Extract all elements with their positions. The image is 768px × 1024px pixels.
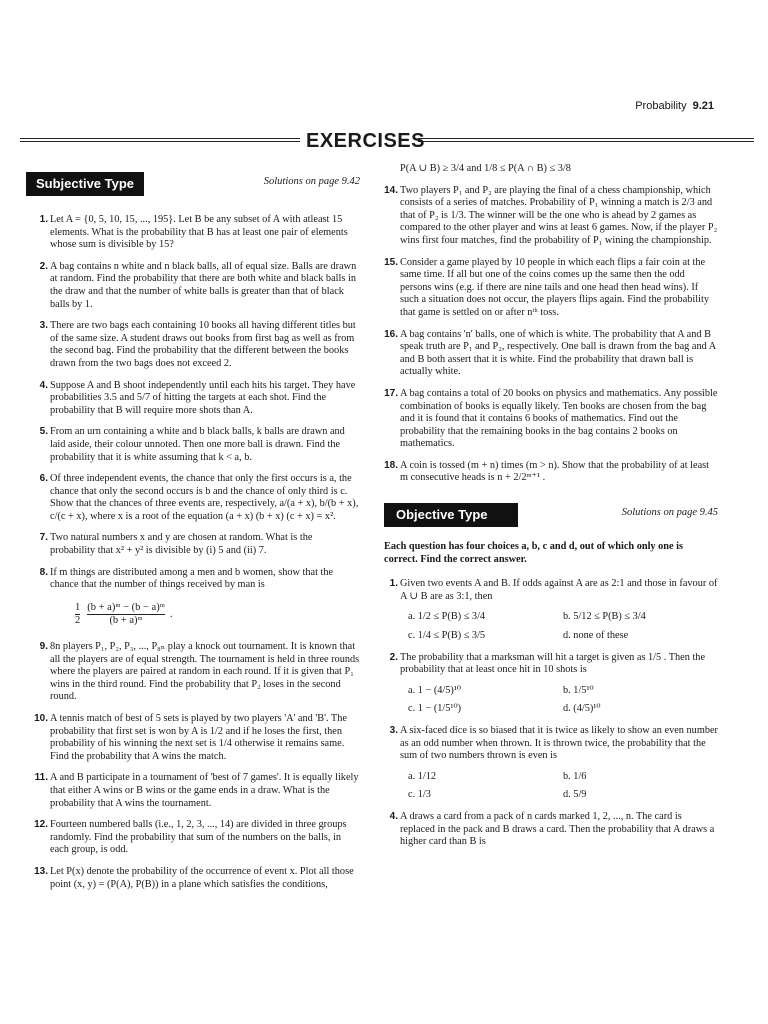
formula-lhs <box>74 601 86 629</box>
answer-options <box>400 771 718 802</box>
question-item <box>384 329 718 379</box>
question-text: A six-faced dice is so biased that it is twice as likely to show an even number as an odd number when thrown. It is thrown twice, the probability that the sum of two numbers thrown is even is <box>400 725 718 762</box>
exercises-title: EXERCISES <box>306 130 425 152</box>
question-item <box>384 725 718 802</box>
section-name: Probability <box>635 100 687 112</box>
question-text: Fourteen numbered balls (i.e., 1, 2, 3, ..., 14) are divided in three groups randomly. Find the probability that sum of the numbers on the balls, in each group, is odd. <box>50 819 347 856</box>
question-item <box>34 772 360 810</box>
page-number: 9.21 <box>692 100 714 112</box>
option-c: c. 1 − (1/5¹⁰) <box>408 703 462 715</box>
subjective-questions-continued <box>34 641 360 891</box>
question-number: 18. <box>384 459 398 471</box>
right-column <box>384 163 718 858</box>
option-d: d. none of these <box>563 630 629 642</box>
question-number: 9. <box>39 641 48 653</box>
question-item <box>384 257 718 320</box>
question-number: 16. <box>384 328 398 340</box>
question-number: 10. <box>34 713 48 724</box>
question-item <box>34 320 360 370</box>
question-number: 1. <box>39 214 48 225</box>
question-item <box>384 460 718 485</box>
question-number: 4. <box>39 379 48 391</box>
question-number: 3. <box>39 320 48 332</box>
question-item <box>384 652 718 716</box>
option-a: a. 1/2 ≤ P(B) ≤ 3/4 <box>408 611 486 623</box>
subjective-questions-right <box>384 185 718 485</box>
question-text: Consider a game played by 10 people in which each flips a fair coin at the same time. If all but one of the coins comes up the same then the odd persons wins (e.g. if there are nine tails and one head then head wins). If such a situation does not occur, the players flips again. Find the probability that game is settled on or after nᵗʰ toss. <box>400 256 710 318</box>
question-number: 11. <box>34 772 48 784</box>
formula-denominator: (b + a)ᵐ <box>87 614 165 628</box>
question-number: 4. <box>389 810 398 822</box>
question-item <box>34 426 360 464</box>
question-text: A and B participate in a tournament of 'best of 7 games'. It is equally likely that either A wins or B wins or the game ends in a draw. What is the probability that A wins the tournament. <box>50 772 359 809</box>
left-column <box>34 172 360 900</box>
title-rule-left <box>20 138 300 142</box>
exercises-heading <box>0 130 768 156</box>
question-item <box>34 713 360 763</box>
question-number: 14. <box>384 184 398 196</box>
subjective-label: Subjective Type <box>26 172 144 196</box>
condition-line: P(A ∪ B) ≥ 3/4 and 1/8 ≤ P(A ∩ B) ≤ 3/8 <box>400 163 571 174</box>
question-number: 5. <box>39 426 48 438</box>
question-item <box>34 819 360 857</box>
question-item <box>384 578 718 642</box>
objective-banner <box>384 503 718 527</box>
question-text: There are two bags each containing 10 books all having different titles but of the same size. A student draws out books from first bag as well as from the second bag. Find the probability that the different between the books drawn from the two bags does not exceed 2. <box>50 320 356 369</box>
question-text: Two natural numbers x and y are chosen at random. What is the probability that x² + y² is divisible by (i) 5 and (ii) 7. <box>50 532 313 557</box>
question-item <box>34 866 360 891</box>
question-text: Given two events A and B. If odds against A are as 2:1 and those in favour of A ∪ B are as 3:1, then <box>400 578 718 602</box>
subjective-banner <box>34 172 360 196</box>
question-number: 15. <box>384 256 398 268</box>
question-text: From an urn containing a white and b black balls, k balls are drawn and laid aside, their colour unnoted. Then one more ball is drawn. Find the probability that it is white assuming that k < a, b. <box>50 426 345 463</box>
question-number: 6. <box>39 473 48 485</box>
question-item <box>34 261 360 311</box>
page-header <box>635 100 714 112</box>
option-b: b. 1/5¹⁰ <box>563 684 594 696</box>
question-number: 2. <box>39 260 48 272</box>
question-number: 12. <box>34 819 48 831</box>
question-item <box>34 532 360 557</box>
question-number: 17. <box>384 387 398 399</box>
question-item <box>384 388 718 451</box>
formula-table <box>74 601 173 629</box>
question-text: Let A = {0, 5, 10, 15, ..., 195}. Let B be any subset of A with atleast 15 elements. What is the probability that B has at least one pair of elements whose sum is divisible by 15? <box>50 214 348 251</box>
question-text: Of three independent events, the chance that only the first occurs is a, the chance that only the second occurs is b and the chance of only third is c. Show that the chances of three events are, respectively, a/(a + x), b/(b + x), c/(c + x), where x is a root of the equation (a + x) (b + x) (c + x) = x². <box>50 473 359 522</box>
question-text: Suppose A and B shoot independently until each hits his target. They have probabilities 3.5 and 5/7 of hitting the targets at each shot. Find the probability that B will require more shots than A. <box>50 379 356 416</box>
objective-label: Objective Type <box>384 503 518 527</box>
answer-options <box>400 685 718 716</box>
option-d: d. (4/5)¹⁰ <box>563 703 601 715</box>
option-a: a. 1 − (4/5)¹⁰ <box>408 684 462 696</box>
question-item <box>384 185 718 248</box>
question-text: A bag contains 'n' balls, one of which is white. The probability that A and B speak truth are P₁ and P₂, respectively. One ball is drawn from the bag and A and B both assert that it is white. Find the probability that drawn ball is actually white. <box>400 328 716 378</box>
question-text: A draws a card from a pack of n cards marked 1, 2, ..., n. The card is replaced in the pack and B draws a card. Then the probability that A draws a higher card than B is <box>400 810 715 848</box>
question-item <box>34 214 360 252</box>
question-text: The probability that a marksman will hit a target is given as 1/5 . Then the probability that at least once hit in 10 shots is <box>400 651 706 676</box>
question-number: 1. <box>389 578 398 590</box>
subjective-solutions-ref: Solutions on page 9.42 <box>263 176 360 187</box>
question-item <box>384 811 718 849</box>
question-number: 8. <box>39 566 48 578</box>
option-b: b. 1/6 <box>563 770 587 782</box>
option-c: c. 1/4 ≤ P(B) ≤ 3/5 <box>408 630 486 642</box>
objective-solutions-ref: Solutions on page 9.45 <box>621 507 718 519</box>
question-number: 13. <box>34 865 48 877</box>
question-number: 2. <box>389 651 398 663</box>
question-text: 8n players P₁, P₂, P₃, ..., P₈ₙ play a knock out tournament. It is known that all the players are of equal strength. The tournament is held in three rounds where the players are paired at random in each round. If it is given that P₁ wins in the third round. Find the probability that P₂ loses in the second round. <box>50 641 360 703</box>
question-text: A tennis match of best of 5 sets is played by two players 'A' and 'B'. The probability that first set is won by A is 1/2 and if he loses the first, then probability of his winning the next set is 1/4 otherwise it remains same. Find the probability that A wins the match. <box>50 713 347 762</box>
formula <box>74 601 360 629</box>
title-rule-right <box>418 138 754 142</box>
option-a: a. 1/12 <box>408 770 437 782</box>
question-number: 3. <box>389 725 398 736</box>
option-b: b. 5/12 ≤ P(B) ≤ 3/4 <box>563 611 646 623</box>
question-item <box>34 641 360 704</box>
option-c: c. 1/3 <box>408 789 431 801</box>
question-item <box>34 473 360 523</box>
question-text: If m things are distributed among a men and b women, show that the chance that the number of things received by man is <box>50 566 334 591</box>
question-text: A coin is tossed (m + n) times (m > n). Show that the probability of at least m consecutive heads is n + 2/2ᵐ⁺¹ . <box>400 459 710 484</box>
objective-instructions: Each question has four choices a, b, c and d, out of which only one is correct. Find the correct answer. <box>384 541 684 565</box>
subjective-questions <box>34 214 360 592</box>
objective-questions <box>384 578 718 849</box>
question-number: 7. <box>39 532 48 544</box>
option-d: d. 5/9 <box>563 789 587 801</box>
formula-rhs <box>86 601 166 629</box>
formula-dot: . <box>169 608 173 620</box>
formula-numerator: (b + a)ᵐ − (b − a)ᵐ <box>87 601 165 613</box>
answer-options <box>400 611 718 642</box>
question-text: A bag contains n white and n black balls, all of equal size. Balls are drawn at random. Find the probability that there are both white and black balls in the draw and that the number of white balls is greater than that of black balls by 1. <box>50 260 357 310</box>
question-text: Two players P₁ and P₂ are playing the final of a chess championship, which consists of a series of matches. Probability of P₁ winning a match is 2/3 and that of P₂ is 1/3. The winner will be the one who is ahead by 2 games as compared to the other player and wins at least 6 games. Now, if the player P₂ wins first four matches, find the probability of P₁ wining the championship. <box>400 184 718 246</box>
question-item <box>34 567 360 592</box>
formula-lhs-den: 2 <box>75 615 81 627</box>
question-text: A bag contains a total of 20 books on physics and mathematics. Any possible combination of books is equally likely. Ten books are chosen from the bag and it is found that it contains 6 books of mathematics. Find out the probability that the remaining books in the bag contains 2 books on mathematics. <box>400 387 718 450</box>
formula-lhs-num: 1 <box>75 601 81 613</box>
question-text: Let P(x) denote the probability of the occurrence of event x. Plot all those point (x, y) = (P(A), P(B)) in a plane which satisfies the conditions, <box>50 865 354 890</box>
question-item <box>34 380 360 418</box>
